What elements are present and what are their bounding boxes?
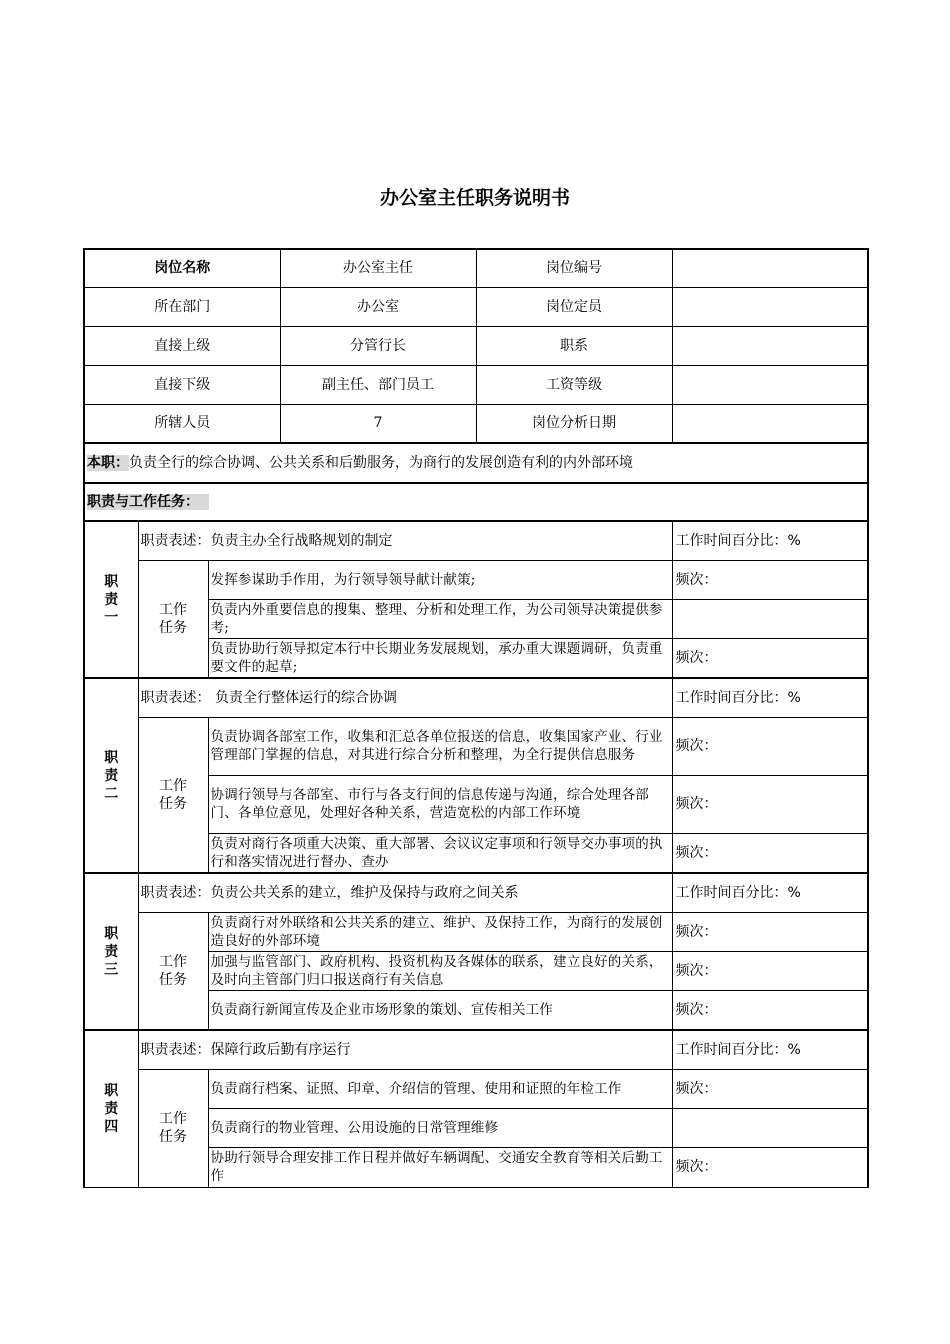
task-text: 负责商行的物业管理、公用设施的日常管理维修 (208, 1108, 672, 1147)
job-summary-label: 本职： (87, 455, 129, 471)
task-text: 协调行领导与各部室、市行与各支行间的信息传递与沟通，综合处理各部门、各单位意见，处理好各种关系，营造宽松的内部工作环境 (208, 775, 672, 833)
info-label: 所辖人员 (84, 404, 280, 443)
task-frequency: 频次： (672, 990, 868, 1030)
work-time-percent: 工作时间百分比：% (672, 873, 868, 912)
document-title: 办公室主任职务说明书 (379, 187, 570, 209)
table-row (84, 1069, 868, 1108)
work-time-percent: 工作时间百分比：% (672, 678, 868, 717)
info-value: 办公室主任 (280, 249, 476, 287)
task-text: 协助行领导合理安排工作日程并做好车辆调配、交通安全教育等相关后勤工作 (208, 1147, 672, 1187)
task-text: 加强与监管部门、政府机构、投资机构及各媒体的联系，建立良好的关系，及时向主管部门归口报送商行有关信息 (208, 951, 672, 990)
task-frequency: 频次： (672, 951, 868, 990)
task-frequency: 频次： (672, 775, 868, 833)
task-frequency (672, 1108, 868, 1147)
job-description-table (83, 248, 869, 1188)
duty-name: 职 责 四 (84, 1030, 138, 1187)
task-label: 工作 任务 (138, 912, 208, 1030)
task-text: 负责对商行各项重大决策、重大部署、会议议定事项和行领导交办事项的执行和落实情况进行督办、查办 (208, 833, 672, 873)
task-text: 负责协助行领导拟定本行中长期业务发展规划，承办重大课题调研，负责重要文件的起草; (208, 638, 672, 678)
info-label: 岗位定员 (476, 287, 672, 326)
duty-description: 职责表述：负责公共关系的建立，维护及保持与政府之间关系 (138, 873, 672, 912)
task-label: 工作 任务 (138, 1069, 208, 1187)
info-label: 岗位名称 (84, 249, 280, 287)
task-frequency: 频次： (672, 560, 868, 599)
task-text: 负责商行对外联络和公共关系的建立、维护、及保持工作，为商行的发展创造良好的外部环境 (208, 912, 672, 951)
job-summary-text: 负责全行的综合协调、公共关系和后勤服务，为商行的发展创造有利的内外部环境 (129, 455, 633, 471)
info-label: 直接上级 (84, 326, 280, 365)
info-label: 岗位编号 (476, 249, 672, 287)
duty-name: 职 责 二 (84, 678, 138, 873)
info-value: 分管行长 (280, 326, 476, 365)
table-row (84, 365, 868, 404)
table-row (84, 326, 868, 365)
task-text: 负责内外重要信息的搜集、整理、分析和处理工作，为公司领导决策提供参考; (208, 599, 672, 638)
task-text: 负责协调各部室工作，收集和汇总各单位报送的信息，收集国家产业、行业管理部门掌握的信息，对其进行综合分析和整理，为全行提供信息服务 (208, 717, 672, 775)
info-label: 所在部门 (84, 287, 280, 326)
table-row (84, 678, 868, 717)
table-row (84, 249, 868, 287)
task-frequency: 频次： (672, 912, 868, 951)
duty-description: 职责表述：负责主办全行战略规划的制定 (138, 521, 672, 560)
info-value (672, 326, 868, 365)
duty-name: 职 责 三 (84, 873, 138, 1030)
table-row (84, 1030, 868, 1069)
task-text: 负责商行档案、证照、印章、介绍信的管理、使用和证照的年检工作 (208, 1069, 672, 1108)
task-frequency: 频次： (672, 638, 868, 678)
table-row (84, 521, 868, 560)
table-body (84, 249, 868, 1187)
task-frequency: 频次： (672, 717, 868, 775)
info-value: 7 (280, 404, 476, 443)
table-row (84, 717, 868, 775)
duty-name: 职 责 一 (84, 521, 138, 678)
task-text: 负责商行新闻宣传及企业市场形象的策划、宣传相关工作 (208, 990, 672, 1030)
task-text: 发挥参谋助手作用，为行领导领导献计献策; (208, 560, 672, 599)
info-value (672, 404, 868, 443)
table-row (84, 912, 868, 951)
table-row (84, 483, 868, 521)
task-frequency: 频次： (672, 1069, 868, 1108)
info-value (672, 249, 868, 287)
table-row (84, 404, 868, 443)
duty-description: 职责表述： 负责全行整体运行的综合协调 (138, 678, 672, 717)
info-value: 办公室 (280, 287, 476, 326)
table-row (84, 873, 868, 912)
info-value (672, 365, 868, 404)
work-time-percent: 工作时间百分比：% (672, 1030, 868, 1069)
table-row (84, 560, 868, 599)
task-frequency: 频次： (672, 833, 868, 873)
task-frequency: 频次： (672, 1147, 868, 1187)
task-label: 工作 任务 (138, 560, 208, 678)
info-value: 副主任、部门员工 (280, 365, 476, 404)
duty-description: 职责表述：保障行政后勤有序运行 (138, 1030, 672, 1069)
section-header (84, 483, 868, 521)
info-label: 职系 (476, 326, 672, 365)
work-time-percent: 工作时间百分比：% (672, 521, 868, 560)
info-label: 工资等级 (476, 365, 672, 404)
info-label: 直接下级 (84, 365, 280, 404)
task-frequency (672, 599, 868, 638)
info-value (672, 287, 868, 326)
info-label: 岗位分析日期 (476, 404, 672, 443)
job-summary (84, 443, 868, 483)
task-label: 工作 任务 (138, 717, 208, 873)
table-row (84, 443, 868, 483)
section-label: 职责与工作任务： (87, 494, 209, 510)
table-row (84, 287, 868, 326)
